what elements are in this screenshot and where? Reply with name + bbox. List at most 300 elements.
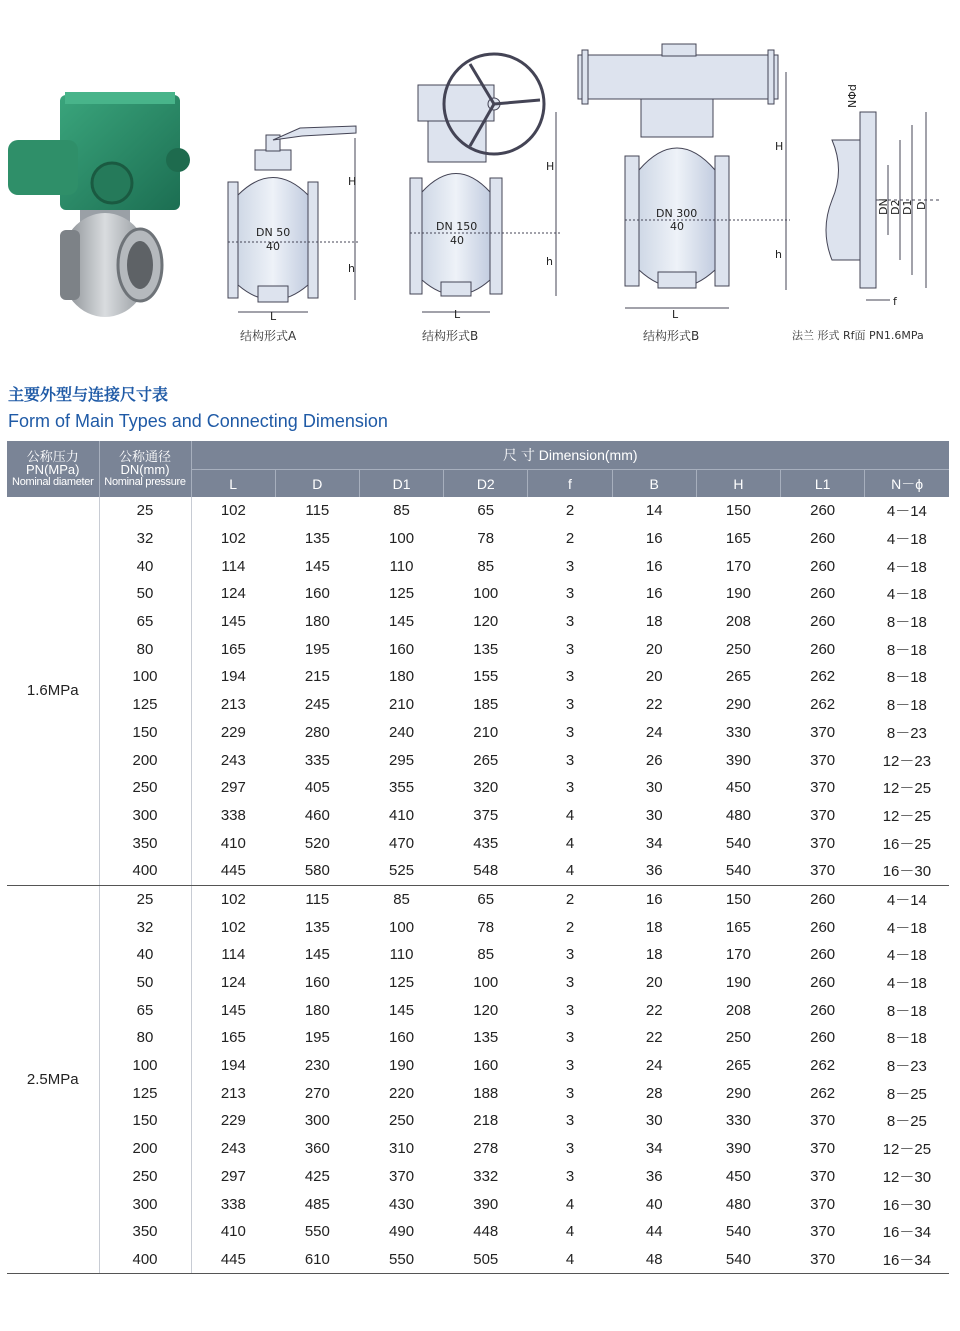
table-cell: 295 xyxy=(389,751,415,769)
table-cell: 22 xyxy=(645,1029,663,1047)
table-cell: 3 xyxy=(565,1140,575,1158)
dn-cell: 250 xyxy=(99,1163,191,1191)
table-cell: 3 xyxy=(565,1001,575,1019)
table-cell: 120 xyxy=(473,1001,499,1019)
table-cell: 30 xyxy=(645,779,663,797)
table-cell: 115 xyxy=(305,890,330,908)
table-cell: 250 xyxy=(725,640,751,658)
fig-b2-dim-h: h xyxy=(775,248,782,261)
table-cell: 445 xyxy=(191,857,275,885)
table-cell: 185 xyxy=(473,696,499,714)
flange-label-d2: D2 xyxy=(889,199,902,215)
pn-header-en: Nominal diameter xyxy=(12,475,94,488)
table-cell: 4 xyxy=(565,1195,575,1213)
table-cell: 30 xyxy=(645,806,663,824)
table-cell: 550 xyxy=(304,1223,330,1241)
table-cell: 332 xyxy=(473,1167,499,1185)
table-cell: 370 xyxy=(810,1223,836,1241)
table-cell: 165 xyxy=(220,1029,246,1047)
table-cell: 3 xyxy=(565,1029,575,1047)
fig-b2-size-1: DN 300 xyxy=(656,207,698,220)
table-cell: 8－18 xyxy=(886,1030,927,1048)
table-cell: 12－25 xyxy=(882,780,932,798)
table-cell: 3 xyxy=(565,779,575,797)
table-cell: 190 xyxy=(725,585,751,603)
table-cell: 8－25 xyxy=(886,1113,927,1131)
table-cell: 180 xyxy=(304,1001,330,1019)
table-cell: 180 xyxy=(304,613,330,631)
table-cell: 4 xyxy=(528,857,612,885)
table-cell: 300 xyxy=(304,1112,330,1130)
table-cell: 16 xyxy=(645,585,663,603)
table-cell: 188 xyxy=(473,1084,499,1102)
table-cell: 8－18 xyxy=(886,641,927,659)
table-cell: 14 xyxy=(645,502,663,520)
dn-cell: 25 xyxy=(99,497,191,525)
table-cell: 338 xyxy=(220,1195,246,1213)
table-row xyxy=(7,608,949,636)
table-cell: 100 xyxy=(389,918,415,936)
table-cell: 3 xyxy=(565,613,575,631)
pn-header xyxy=(7,441,99,497)
table-cell: 120 xyxy=(473,613,499,631)
table-cell: 470 xyxy=(389,834,415,852)
table-cell: 16－30 xyxy=(865,857,949,885)
table-cell: 110 xyxy=(389,557,414,575)
table-cell: 12－25 xyxy=(882,807,932,825)
table-cell: 280 xyxy=(304,723,330,741)
table-cell: 540 xyxy=(725,834,751,852)
table-cell: 270 xyxy=(304,1084,330,1102)
table-cell: 3 xyxy=(565,1112,575,1130)
table-cell: 12－23 xyxy=(882,752,932,770)
table-row xyxy=(7,802,949,830)
column-header: D1 xyxy=(359,470,443,498)
table-cell: 229 xyxy=(220,1112,246,1130)
fig-b1-dim-h: h xyxy=(546,255,553,268)
table-cell: 145 xyxy=(389,1001,415,1019)
table-cell: 3 xyxy=(565,723,575,741)
table-cell: 260 xyxy=(810,974,836,992)
table-cell: 160 xyxy=(304,585,330,603)
table-cell: 260 xyxy=(810,890,836,908)
table-cell: 20 xyxy=(645,668,663,686)
table-cell: 370 xyxy=(810,1140,836,1158)
table-cell: 135 xyxy=(304,530,330,548)
table-cell: 155 xyxy=(473,668,499,686)
table-cell: 100 xyxy=(473,974,499,992)
dn-cell: 300 xyxy=(99,802,191,830)
table-cell: 4 xyxy=(565,1223,575,1241)
table-cell: 2 xyxy=(565,530,575,548)
table-cell: 260 xyxy=(810,530,836,548)
table-cell: 135 xyxy=(473,1029,499,1047)
table-cell: 370 xyxy=(810,1195,836,1213)
table-row xyxy=(7,885,949,913)
table-cell: 145 xyxy=(389,613,415,631)
table-cell: 65 xyxy=(477,502,495,520)
table-cell: 243 xyxy=(220,1140,246,1158)
table-cell: 540 xyxy=(725,1223,751,1241)
dimension-table xyxy=(7,441,949,1274)
table-cell: 24 xyxy=(645,723,663,741)
table-row xyxy=(7,913,949,941)
table-cell: 3 xyxy=(565,585,575,603)
table-cell: 250 xyxy=(725,1029,751,1047)
drawing-area xyxy=(0,0,960,372)
table-cell: 195 xyxy=(304,1029,330,1047)
table-cell: 160 xyxy=(304,974,330,992)
table-cell: 3 xyxy=(565,751,575,769)
table-cell: 338 xyxy=(220,806,246,824)
table-cell: 4－14 xyxy=(886,891,927,909)
table-cell: 36 xyxy=(645,1167,663,1185)
dn-cell: 250 xyxy=(99,774,191,802)
table-cell: 3 xyxy=(565,668,575,686)
table-cell: 250 xyxy=(389,1112,415,1130)
dn-cell: 150 xyxy=(99,1107,191,1135)
table-cell: 410 xyxy=(220,1223,246,1241)
table-cell: 370 xyxy=(781,1246,865,1274)
table-row xyxy=(7,857,949,885)
heading-cn: 主要外型与连接尺寸表 xyxy=(8,385,169,404)
dn-cell: 100 xyxy=(99,1052,191,1080)
table-row xyxy=(7,663,949,691)
table-cell: 102 xyxy=(220,530,246,548)
table-cell: 485 xyxy=(304,1195,330,1213)
table-cell: 480 xyxy=(725,806,751,824)
table-cell: 24 xyxy=(645,1057,663,1075)
table-cell: 85 xyxy=(477,946,495,964)
fig-b2-dim-L: L xyxy=(672,308,679,321)
table-cell: 100 xyxy=(473,585,499,603)
table-cell: 145 xyxy=(220,613,246,631)
table-cell: 85 xyxy=(477,557,495,575)
table-row xyxy=(7,580,949,608)
table-cell: 230 xyxy=(304,1057,330,1075)
table-cell: 16 xyxy=(645,890,663,908)
table-cell: 4－14 xyxy=(886,503,927,521)
table-cell: 265 xyxy=(725,668,751,686)
table-cell: 260 xyxy=(810,1001,836,1019)
table-cell: 260 xyxy=(810,557,836,575)
dn-cell: 40 xyxy=(99,941,191,969)
table-cell: 16－34 xyxy=(865,1246,949,1274)
fig-b1-size-1: DN 150 xyxy=(436,220,478,233)
fig-a-size-1: DN 50 xyxy=(256,226,291,239)
table-cell: 22 xyxy=(645,696,663,714)
pn-header-unit: PN(MPa) xyxy=(26,461,80,477)
table-cell: 114 xyxy=(221,946,246,964)
flange-label-f: f xyxy=(893,295,897,308)
table-cell: 360 xyxy=(304,1140,330,1158)
table-cell: 390 xyxy=(725,751,751,769)
table-cell: 4 xyxy=(528,1246,612,1274)
table-row xyxy=(7,1246,949,1274)
table-cell: 165 xyxy=(725,918,751,936)
table-cell: 170 xyxy=(725,946,751,964)
table-cell: 405 xyxy=(304,779,330,797)
table-cell: 85 xyxy=(393,890,410,908)
flange-label-d: D xyxy=(915,201,928,210)
dn-cell: 65 xyxy=(99,996,191,1024)
pn-header-cn: 公称压力 xyxy=(26,448,79,464)
dn-cell: 32 xyxy=(99,913,191,941)
table-cell: 490 xyxy=(389,1223,415,1241)
table-row xyxy=(7,996,949,1024)
table-cell: 102 xyxy=(220,502,246,520)
table-row xyxy=(7,746,949,774)
table-cell: 260 xyxy=(810,918,836,936)
table-cell: 540 xyxy=(696,857,780,885)
table-cell: 20 xyxy=(645,974,663,992)
table-cell: 355 xyxy=(389,779,415,797)
table-cell: 410 xyxy=(389,806,415,824)
table-cell: 610 xyxy=(275,1246,359,1274)
table-cell: 18 xyxy=(645,946,663,964)
table-cell: 160 xyxy=(389,640,415,658)
fig-b1-dim-H: H xyxy=(546,160,555,173)
pn-cell: 2.5MPa xyxy=(7,885,99,1274)
table-cell: 370 xyxy=(781,857,865,885)
dn-cell: 400 xyxy=(99,857,191,885)
table-cell: 3 xyxy=(565,640,575,658)
dn-cell: 350 xyxy=(99,1218,191,1246)
dn-cell: 200 xyxy=(99,1135,191,1163)
dn-cell: 400 xyxy=(99,1246,191,1274)
fig-b1-dim-L: L xyxy=(454,308,461,321)
valve-photo xyxy=(8,92,190,317)
column-header: L xyxy=(191,470,275,498)
table-cell: 115 xyxy=(305,502,330,520)
table-cell: 297 xyxy=(220,779,246,797)
table-cell: 16 xyxy=(645,557,663,575)
table-cell: 580 xyxy=(275,857,359,885)
table-cell: 260 xyxy=(810,613,836,631)
table-cell: 20 xyxy=(645,640,663,658)
dn-cell: 350 xyxy=(99,829,191,857)
table-cell: 3 xyxy=(565,1084,575,1102)
table-cell: 330 xyxy=(725,1112,751,1130)
table-cell: 520 xyxy=(304,834,330,852)
column-header: L1 xyxy=(781,470,865,498)
table-cell: 243 xyxy=(220,751,246,769)
table-cell: 145 xyxy=(304,557,330,575)
table-cell: 2 xyxy=(565,502,575,520)
column-header: H xyxy=(696,470,780,498)
table-cell: 370 xyxy=(810,1167,836,1185)
table-cell: 240 xyxy=(389,723,415,741)
table-cell: 4－18 xyxy=(886,947,927,965)
pn-cell: 1.6MPa xyxy=(7,497,99,885)
heading-en: Form of Main Types and Connecting Dimension xyxy=(8,411,388,431)
table-cell: 480 xyxy=(725,1195,751,1213)
table-row xyxy=(7,969,949,997)
column-header: D xyxy=(275,470,359,498)
table-cell: 460 xyxy=(304,806,330,824)
table-row xyxy=(7,635,949,663)
fig-a-dim-h: h xyxy=(348,262,355,275)
table-cell: 262 xyxy=(810,668,836,686)
table-cell: 370 xyxy=(389,1167,415,1185)
dn-cell: 65 xyxy=(99,608,191,636)
table-cell: 262 xyxy=(810,696,836,714)
table-cell: 450 xyxy=(725,779,751,797)
table-cell: 8－18 xyxy=(886,669,927,687)
table-cell: 78 xyxy=(477,530,495,548)
table-cell: 4 xyxy=(565,834,575,852)
table-cell: 3 xyxy=(565,974,575,992)
table-cell: 34 xyxy=(645,1140,663,1158)
table-cell: 8－18 xyxy=(886,614,927,632)
table-cell: 48 xyxy=(612,1246,696,1274)
table-row xyxy=(7,941,949,969)
table-cell: 125 xyxy=(389,585,415,603)
table-cell: 260 xyxy=(810,502,836,520)
table-cell: 210 xyxy=(389,696,415,714)
table-cell: 370 xyxy=(810,751,836,769)
flange-label-d1: D1 xyxy=(901,199,914,215)
table-cell: 278 xyxy=(473,1140,499,1158)
figure-b2-drawing xyxy=(578,44,790,308)
table-row xyxy=(7,552,949,580)
table-row xyxy=(7,829,949,857)
table-cell: 213 xyxy=(220,696,246,714)
table-row xyxy=(7,1163,949,1191)
dn-cell: 40 xyxy=(99,552,191,580)
dn-header xyxy=(99,441,191,497)
table-cell: 165 xyxy=(725,530,751,548)
table-cell: 125 xyxy=(389,974,415,992)
table-cell: 208 xyxy=(725,1001,751,1019)
table-cell: 160 xyxy=(473,1057,499,1075)
table-cell: 229 xyxy=(220,723,246,741)
table-cell: 36 xyxy=(612,857,696,885)
table-cell: 210 xyxy=(473,723,499,741)
table-cell: 3 xyxy=(565,1057,575,1075)
table-cell: 3 xyxy=(565,946,575,964)
table-cell: 450 xyxy=(725,1167,751,1185)
table-cell: 102 xyxy=(220,918,246,936)
table-cell: 40 xyxy=(645,1195,663,1213)
table-cell: 525 xyxy=(359,857,443,885)
table-cell: 265 xyxy=(473,751,499,769)
fig-b1-caption: 结构形式B xyxy=(422,329,479,343)
table-cell: 213 xyxy=(220,1084,246,1102)
table-cell: 12－25 xyxy=(882,1141,932,1159)
table-cell: 165 xyxy=(220,640,246,658)
table-cell: 260 xyxy=(810,585,836,603)
table-cell: 145 xyxy=(304,946,330,964)
flange-label-n: NΦd xyxy=(846,84,859,108)
table-cell: 16－25 xyxy=(882,835,932,853)
table-cell: 135 xyxy=(304,918,330,936)
table-cell: 265 xyxy=(725,1057,751,1075)
table-cell: 410 xyxy=(220,834,246,852)
table-cell: 208 xyxy=(725,613,751,631)
table-cell: 370 xyxy=(810,1112,836,1130)
table-cell: 4 xyxy=(565,806,575,824)
column-header: D2 xyxy=(444,470,528,498)
table-cell: 435 xyxy=(473,834,499,852)
table-cell: 220 xyxy=(389,1084,415,1102)
dn-cell: 150 xyxy=(99,719,191,747)
table-row xyxy=(7,1107,949,1135)
dn-cell: 50 xyxy=(99,969,191,997)
table-row xyxy=(7,1135,949,1163)
table-cell: 215 xyxy=(304,668,330,686)
table-cell: 4－18 xyxy=(886,531,927,549)
table-cell: 34 xyxy=(645,834,663,852)
table-cell: 85 xyxy=(393,502,410,520)
fig-b1-size-2: 40 xyxy=(450,234,464,247)
table-cell: 262 xyxy=(810,1057,836,1075)
table-cell: 445 xyxy=(191,1246,275,1274)
table-cell: 260 xyxy=(810,946,836,964)
table-cell: 540 xyxy=(696,1246,780,1274)
dimension-header: 尺 寸 Dimension(mm) xyxy=(191,441,949,470)
table-cell: 30 xyxy=(645,1112,663,1130)
table-cell: 550 xyxy=(359,1246,443,1274)
table-cell: 2 xyxy=(565,918,575,936)
table-cell: 505 xyxy=(444,1246,528,1274)
table-cell: 290 xyxy=(725,696,751,714)
table-cell: 8－18 xyxy=(886,697,927,715)
table-cell: 310 xyxy=(389,1140,415,1158)
table-cell: 150 xyxy=(725,502,751,520)
table-cell: 124 xyxy=(220,585,246,603)
table-row xyxy=(7,719,949,747)
table-cell: 190 xyxy=(389,1057,415,1075)
figure-b1-drawing xyxy=(410,54,560,312)
table-cell: 135 xyxy=(473,640,499,658)
dn-cell: 50 xyxy=(99,580,191,608)
table-cell: 335 xyxy=(304,751,330,769)
table-row xyxy=(7,1190,949,1218)
table-row xyxy=(7,497,949,525)
table-cell: 190 xyxy=(725,974,751,992)
table-row xyxy=(7,1218,949,1246)
table-cell: 245 xyxy=(304,696,330,714)
table-cell: 8－23 xyxy=(886,724,927,742)
table-cell: 425 xyxy=(304,1167,330,1185)
table-cell: 22 xyxy=(645,1001,663,1019)
table-cell: 18 xyxy=(645,918,663,936)
column-header: f xyxy=(528,470,612,498)
figure-a-drawing xyxy=(228,126,360,312)
table-cell: 4－18 xyxy=(886,919,927,937)
table-cell: 8－23 xyxy=(886,1058,927,1076)
table-cell: 26 xyxy=(645,751,663,769)
dn-header-cn: 公称通径 xyxy=(118,448,171,464)
table-cell: 260 xyxy=(810,640,836,658)
column-header: N－ϕ xyxy=(865,470,949,498)
table-cell: 370 xyxy=(810,723,836,741)
table-row xyxy=(7,1024,949,1052)
table-cell: 194 xyxy=(220,1057,246,1075)
fig-a-dim-H: H xyxy=(348,175,357,188)
fig-b2-dim-H: H xyxy=(775,140,784,153)
table-cell: 290 xyxy=(725,1084,751,1102)
table-cell: 390 xyxy=(473,1195,499,1213)
fig-a-caption: 结构形式A xyxy=(240,329,297,343)
table-cell: 78 xyxy=(477,918,495,936)
table-cell: 110 xyxy=(389,946,414,964)
table-row xyxy=(7,1079,949,1107)
table-cell: 170 xyxy=(725,557,751,575)
table-cell: 8－25 xyxy=(886,1085,927,1103)
table-cell: 194 xyxy=(220,668,246,686)
